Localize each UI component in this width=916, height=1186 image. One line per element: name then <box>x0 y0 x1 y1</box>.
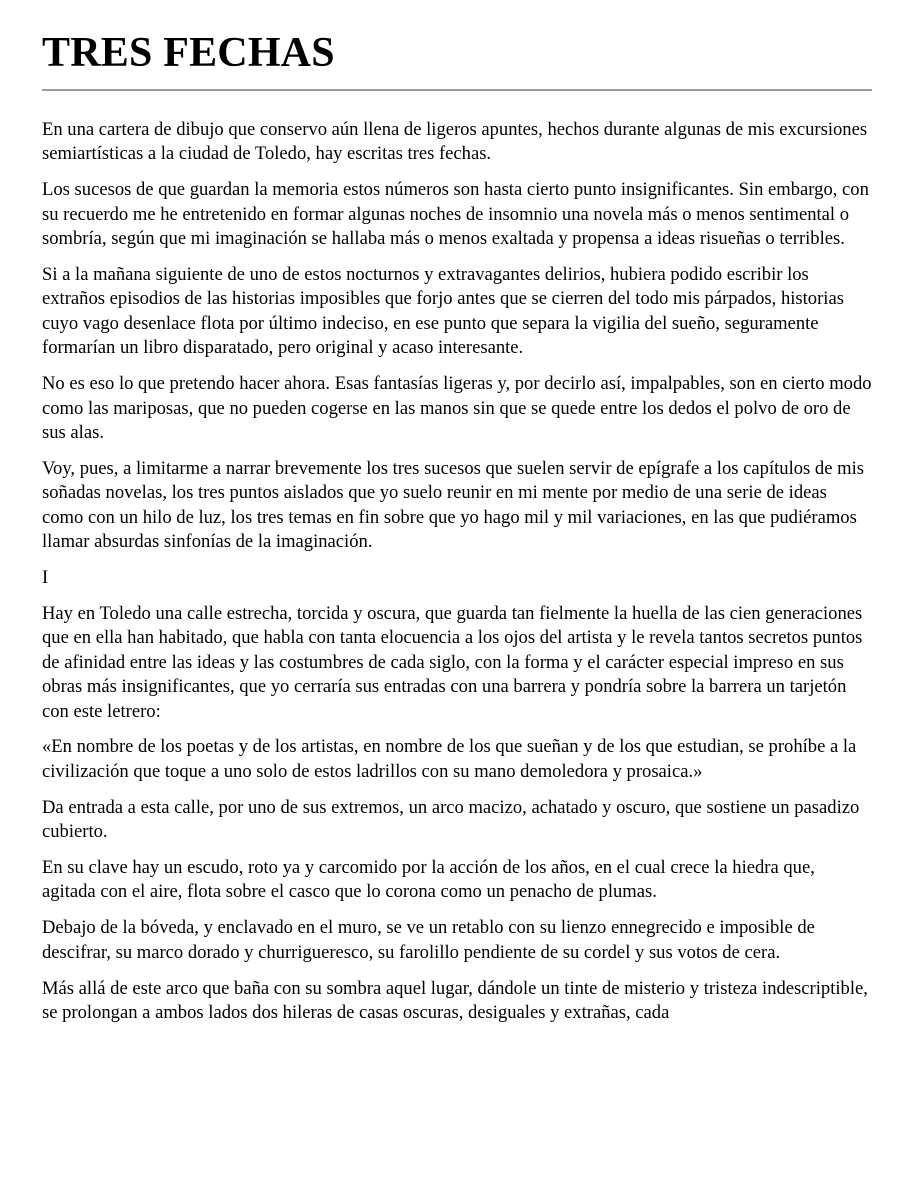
paragraph-9: En su clave hay un escudo, roto ya y carcomido por la acción de los años, en el cual crece la hiedra que, agitada con el aire, flota sobre el casco que lo corona como un penacho de plumas. <box>42 857 815 903</box>
document-title: TRES FECHAS <box>42 30 335 76</box>
paragraph-7-quote: «En nombre de los poetas y de los artistas, en nombre de los que sueñan y de los que estudian, se prohíbe a la civilización que toque a uno solo de estos ladrillos con su mano demoledora y prosaica.» <box>42 736 857 782</box>
paragraph-4: No es eso lo que pretendo hacer ahora. Esas fantasías ligeras y, por decirlo así, impalpables, son en cierto modo como las mariposas, que no pueden cogerse en las manos sin que se quede entre los dedos el polvo de oro de sus alas. <box>42 373 872 443</box>
paragraph-11: Más allá de este arco que baña con su sombra aquel lugar, dándole un tinte de misterio y tristeza indescriptible, se prolongan a ambos lados dos hileras de casas oscuras, desiguales y extrañas, cada <box>42 977 868 1024</box>
paragraph-8: Da entrada a esta calle, por uno de sus extremos, un arco macizo, achatado y oscuro, que sostiene un pasadizo cubierto. <box>42 796 860 843</box>
paragraph-6: Hay en Toledo una calle estrecha, torcida y oscura, que guarda tan fielmente la huella de las cien generaciones que en ella han habitado, que habla con tanta elocuencia a los ojos del artista y le revela tantos secretos puntos de afinidad entre las ideas y las costumbres de cada siglo, con la forma y el carácter especial impreso en sus obras más insignificantes, que yo cerraría sus entradas con una barrera y pondría sobre la barrera un tarjetón con este letrero: <box>42 602 863 722</box>
title-divider <box>42 89 872 91</box>
document-body <box>42 118 872 1026</box>
paragraph-10: Debajo de la bóveda, y enclavado en el muro, se ve un retablo con su lienzo ennegrecido e imposible de descifrar, su marco dorado y churrigueresco, su farolillo pendiente de su cordel y sus votos de cera. <box>42 917 815 963</box>
paragraph-2: Los sucesos de que guardan la memoria estos números son hasta cierto punto insignificantes. Sin embargo, con su recuerdo me he entretenido en formar algunas noches de insomnio una novela más o menos sentimental o sombría, según que mi imaginación se hallaba más o menos exaltada y propensa a ideas risueñas o terribles. <box>42 179 869 250</box>
paragraph-3: Si a la mañana siguiente de uno de estos nocturnos y extravagantes delirios, hubiera podido escribir los extraños episodios de las historias imposibles que forjo antes que se cierren del todo mis párpados, historias cuyo vago desenlace flota por último indeciso, en ese punto que separa la vigilia del sueño, seguramente formarían un libro disparatado, pero original y acaso interesante. <box>42 264 844 359</box>
paragraph-5: Voy, pues, a limitarme a narrar brevemente los tres sucesos que suelen servir de epígrafe a los capítulos de mis soñadas novelas, los tres puntos aislados que yo suelo reunir en mi mente por medio de una serie de ideas como con un hilo de luz, los tres temas en fin sobre que yo hago mil y mil variaciones, en las que pudiéramos llamar absurdas sinfonías de la imaginación. <box>42 457 864 553</box>
paragraph-1: En una cartera de dibujo que conservo aún llena de ligeros apuntes, hechos durante algunas de mis excursiones semiartísticas a la ciudad de Toledo, hay escritas tres fechas. <box>42 119 868 165</box>
section-numeral: I <box>42 567 49 588</box>
